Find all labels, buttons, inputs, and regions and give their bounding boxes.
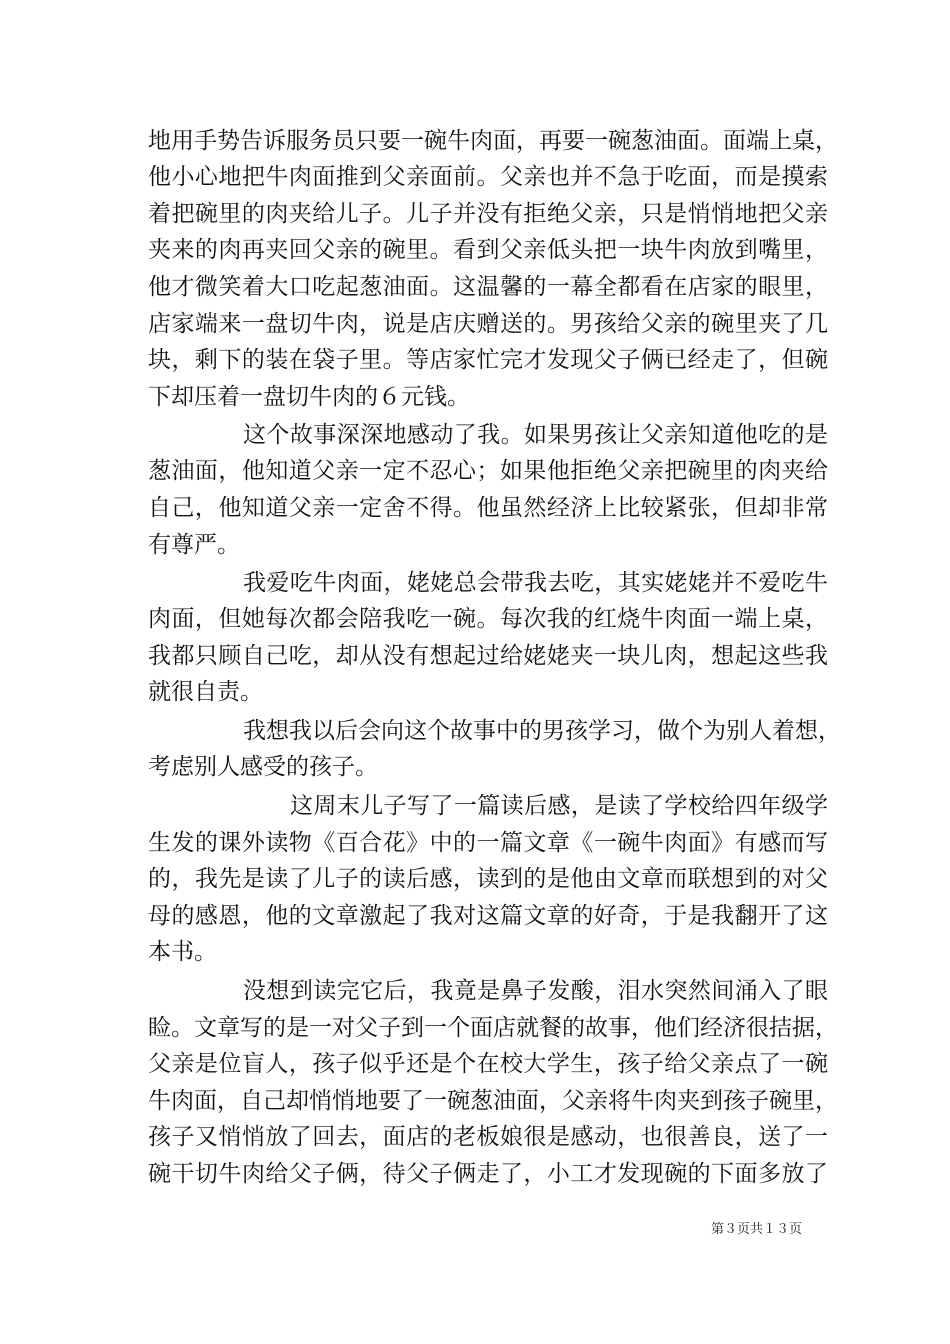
- text-line: 孩子又悄悄放了回去，面店的老板娘很是感动，也很善良，送了一: [148, 1124, 828, 1150]
- text-line: 着把碗里的肉夹给儿子。儿子并没有拒绝父亲，只是悄悄地把父亲: [148, 201, 828, 227]
- text-line: 本书。: [148, 939, 217, 965]
- text-line: 店家端来一盘切牛肉，说是店庆赠送的。男孩给父亲的碗里夹了几: [148, 311, 828, 337]
- text-line: 他小心地把牛肉面推到父亲面前。父亲也并不急于吃面，而是摸索: [148, 164, 828, 190]
- text-line: 就很自责。: [148, 679, 263, 705]
- text-line: 生发的课外读物《百合花》中的一篇文章《一碗牛肉面》有感而写: [148, 830, 828, 856]
- text-line: 睑。文章写的是一对父子到一个面店就餐的故事，他们经济很拮据，: [148, 1015, 838, 1041]
- text-line: 下却压着一盘切牛肉的６元钱。: [148, 384, 470, 410]
- text-line: 有尊严。: [148, 532, 240, 558]
- text-line: 牛肉面，自己却悄悄地要了一碗葱油面，父亲将牛肉夹到孩子碗里，: [148, 1088, 838, 1114]
- text-line: 我想我以后会向这个故事中的男孩学习，做个为别人着想，: [243, 718, 841, 744]
- text-line: 我都只顾自己吃，却从没有想起过给姥姥夹一块儿肉，想起这些我: [148, 643, 828, 669]
- text-line: 考虑别人感受的孩子。: [148, 754, 378, 780]
- text-line: 没想到读完它后，我竟是鼻子发酸，泪水突然间涌入了眼: [243, 978, 828, 1004]
- text-line: 碗干切牛肉给父子俩，待父子俩走了，小工才发现碗的下面多放了: [148, 1161, 828, 1187]
- text-line: 自己，他知道父亲一定舍不得。他虽然经济上比较紧张，但却非常: [148, 495, 828, 521]
- text-line: 地用手势告诉服务员只要一碗牛肉面，再要一碗葱油面。面端上桌，: [148, 128, 838, 154]
- text-line: 葱油面，他知道父亲一定不忍心；如果他拒绝父亲把碗里的肉夹给: [148, 458, 828, 484]
- text-line: 这个故事深深地感动了我。如果男孩让父亲知道他吃的是: [243, 422, 828, 448]
- text-line: 这周末儿子写了一篇读后感，是读了学校给四年级学: [290, 793, 828, 819]
- text-line: 肉面，但她每次都会陪我吃一碗。每次我的红烧牛肉面一端上桌，: [148, 606, 828, 632]
- text-line: 父亲是位盲人，孩子似乎还是个在校大学生，孩子给父亲点了一碗: [148, 1051, 828, 1077]
- text-line: 夹来的肉再夹回父亲的碗里。看到父亲低头把一块牛肉放到嘴里，: [148, 237, 828, 263]
- text-line: 我爱吃牛肉面，姥姥总会带我去吃，其实姥姥并不爱吃牛: [243, 570, 828, 596]
- page-number: 第３页共１３页: [711, 1222, 803, 1237]
- text-line: 块，剩下的装在袋子里。等店家忙完才发现父子俩已经走了，但碗: [148, 347, 828, 373]
- text-line: 母的感恩，他的文章激起了我对这篇文章的好奇，于是我翻开了这: [148, 903, 828, 929]
- text-line: 他才微笑着大口吃起葱油面。这温馨的一幕全都看在店家的眼里，: [148, 274, 828, 300]
- text-line: 的，我先是读了儿子的读后感，读到的是他由文章而联想到的对父: [148, 866, 828, 892]
